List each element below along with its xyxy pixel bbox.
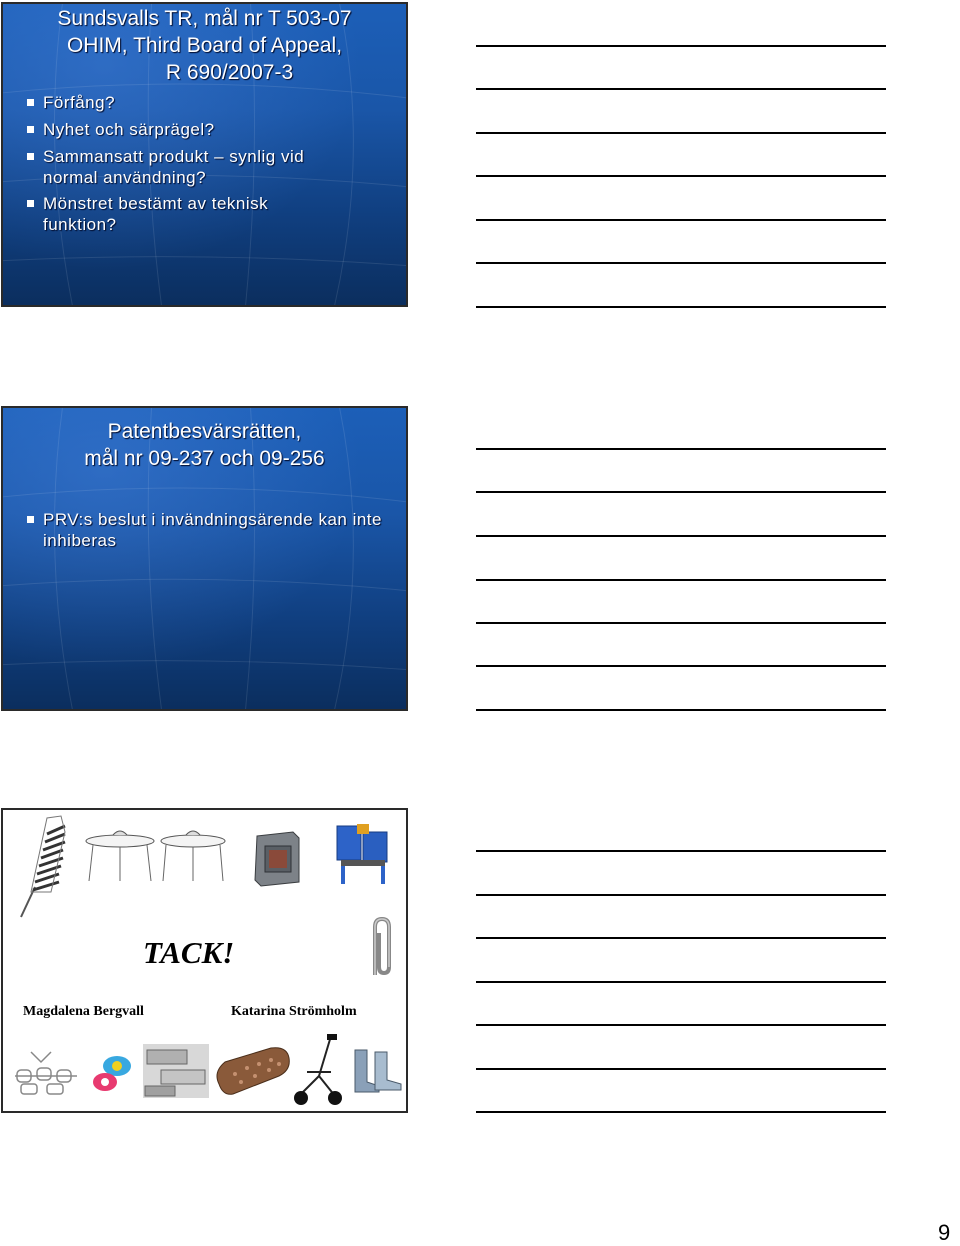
note-line (476, 262, 886, 264)
vent-unit-icon (141, 1042, 211, 1100)
note-line (476, 448, 886, 450)
pacifier-icon (89, 1050, 137, 1098)
note-line (476, 937, 886, 939)
note-line (476, 850, 886, 852)
spiral-spring-icon (13, 812, 68, 922)
bullet-square-icon (27, 153, 34, 160)
note-line (476, 665, 886, 667)
slide-title (3, 5, 406, 86)
bullet-square-icon (27, 516, 34, 523)
stove-icon (251, 828, 303, 888)
page-number: 9 (938, 1220, 951, 1245)
slide-3 (1, 808, 408, 1113)
note-line (476, 306, 886, 308)
note-line (476, 622, 886, 624)
note-line (476, 535, 886, 537)
bullet-square-icon (27, 99, 34, 106)
tack-heading: TACK! (143, 935, 235, 970)
note-line (476, 1111, 886, 1113)
note-line (476, 88, 886, 90)
note-line (476, 1068, 886, 1070)
note-line (476, 579, 886, 581)
author-name: Magdalena Bergvall (23, 1004, 144, 1019)
bullet-list (27, 509, 386, 556)
note-line (476, 132, 886, 134)
bullet-item: Mönstret bestämt av teknisk funktion? (27, 193, 306, 235)
paperclip-icon (365, 915, 397, 983)
note-line (476, 1024, 886, 1026)
title-line: R 690/2007-3 (165, 61, 294, 84)
bullet-square-icon (27, 126, 34, 133)
table-lamp-icon (158, 825, 228, 885)
bullet-square-icon (27, 200, 34, 207)
bullet-item: Förfång? (27, 92, 386, 113)
walker-icon (291, 1032, 351, 1108)
note-line (476, 45, 886, 47)
boots-icon (349, 1046, 405, 1096)
dog-tags-icon (11, 1048, 81, 1098)
table-lamp-icon (83, 825, 158, 885)
note-line (476, 491, 886, 493)
bullet-item: PRV:s beslut i invändningsärende kan inte inhiberas (27, 509, 386, 551)
slide-title (3, 418, 406, 472)
machine-icon (333, 822, 393, 888)
title-line: OHIM, Third Board of Appeal, (66, 34, 343, 57)
note-line (476, 894, 886, 896)
slide-2 (1, 406, 408, 711)
note-line (476, 709, 886, 711)
title-line: Patentbesvärsrätten, (107, 420, 302, 443)
title-line: mål nr 09-237 och 09-256 (84, 447, 325, 470)
bullet-item: Nyhet och särprägel? (27, 119, 386, 140)
bullet-list (27, 92, 386, 240)
bullet-item: Sammansatt produkt – synlig vid normal användning? (27, 146, 346, 188)
note-line (476, 219, 886, 221)
note-line (476, 981, 886, 983)
title-line: Sundsvalls TR, mål nr T 503-07 (57, 7, 352, 30)
note-line (476, 175, 886, 177)
crispbread-icon (211, 1044, 293, 1100)
slide-1 (1, 2, 408, 307)
author-name: Katarina Strömholm (231, 1004, 357, 1019)
